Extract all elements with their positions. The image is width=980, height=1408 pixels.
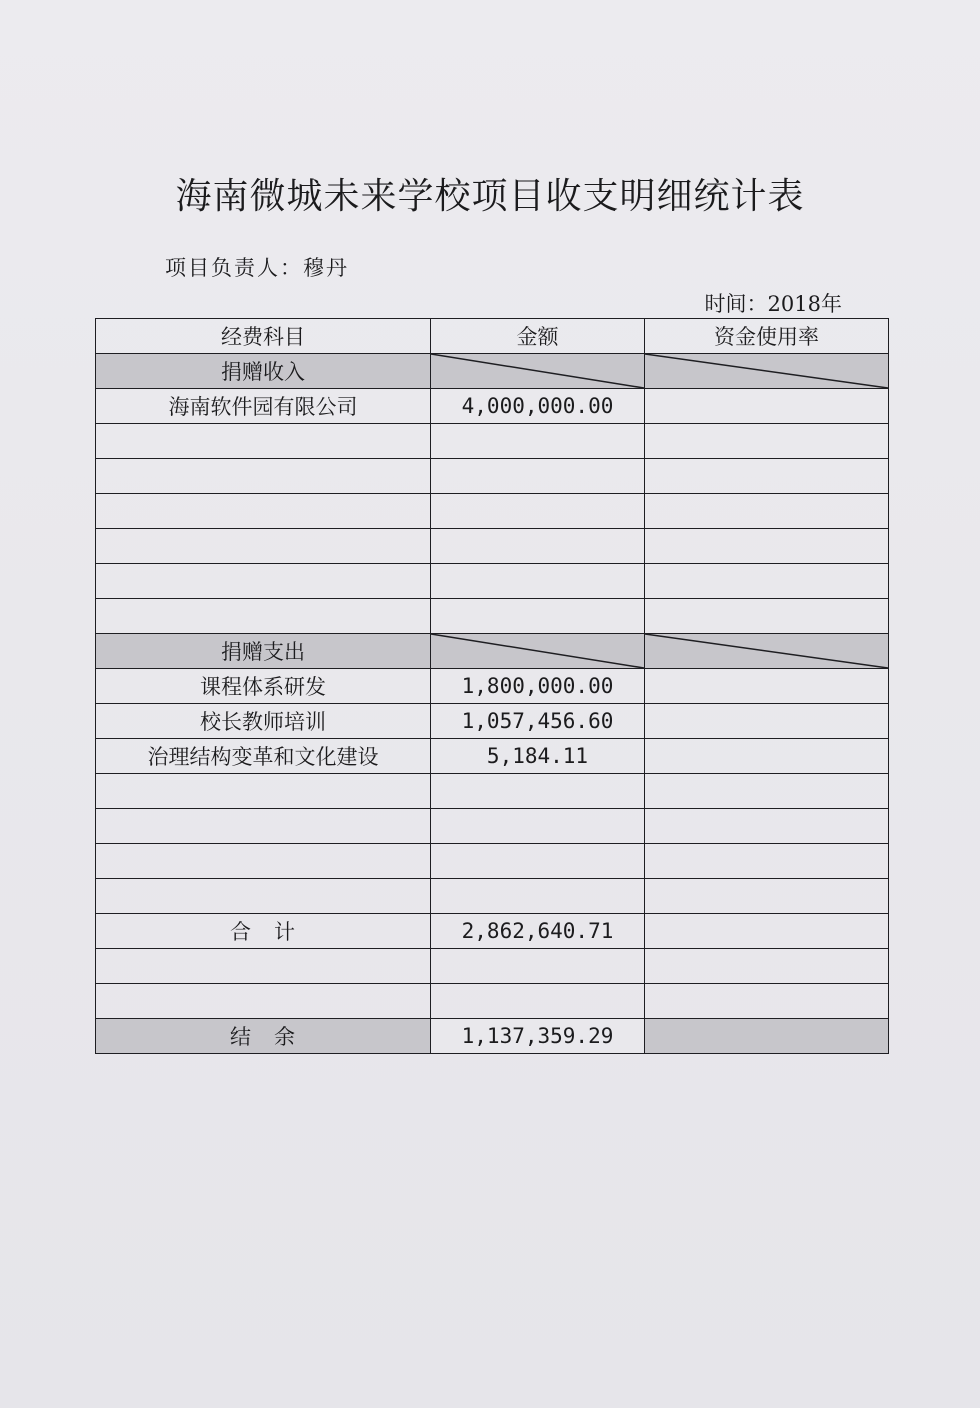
table-row <box>96 669 889 704</box>
item-cell: 校长教师培训 <box>96 704 431 739</box>
diagonal-cell <box>645 354 889 389</box>
empty-row <box>96 879 889 914</box>
table-row <box>96 389 889 424</box>
project-manager-line: 项目负责人：穆丹 <box>165 256 349 280</box>
diagonal-cell <box>645 634 889 669</box>
empty-row <box>96 774 889 809</box>
header-rate: 资金使用率 <box>645 319 889 354</box>
empty-row <box>96 949 889 984</box>
rate-cell <box>645 669 889 704</box>
item-cell: 课程体系研发 <box>96 669 431 704</box>
empty-row <box>96 809 889 844</box>
empty-row <box>96 494 889 529</box>
rate-cell <box>645 389 889 424</box>
ledger-table <box>95 318 889 1054</box>
empty-row <box>96 529 889 564</box>
balance-row <box>96 1019 889 1054</box>
empty-row <box>96 844 889 879</box>
rate-cell <box>645 914 889 949</box>
rate-cell <box>645 1019 889 1054</box>
item-cell: 海南软件园有限公司 <box>96 389 431 424</box>
balance-amount: 1,137,359.29 <box>431 1019 645 1054</box>
empty-row <box>96 599 889 634</box>
balance-label: 结 余 <box>96 1019 431 1054</box>
income-section-label: 捐赠收入 <box>96 354 431 389</box>
rate-cell <box>645 704 889 739</box>
expense-section-label: 捐赠支出 <box>96 634 431 669</box>
date-line: 时间：2018年 <box>704 292 842 316</box>
rate-cell <box>645 739 889 774</box>
total-row <box>96 914 889 949</box>
header-amount: 金额 <box>431 319 645 354</box>
table-row <box>96 739 889 774</box>
empty-row <box>96 984 889 1019</box>
expense-section-row <box>96 634 889 669</box>
amount-cell: 4,000,000.00 <box>431 389 645 424</box>
header-row <box>96 319 889 354</box>
empty-row <box>96 459 889 494</box>
diagonal-cell <box>431 354 645 389</box>
header-item: 经费科目 <box>96 319 431 354</box>
total-label: 合 计 <box>96 914 431 949</box>
table-row <box>96 704 889 739</box>
diagonal-cell <box>431 634 645 669</box>
item-cell: 治理结构变革和文化建设 <box>96 739 431 774</box>
amount-cell: 5,184.11 <box>431 739 645 774</box>
document-title: 海南微城未来学校项目收支明细统计表 <box>175 176 805 217</box>
empty-row <box>96 564 889 599</box>
amount-cell: 1,800,000.00 <box>431 669 645 704</box>
income-section-row <box>96 354 889 389</box>
empty-row <box>96 424 889 459</box>
amount-cell: 1,057,456.60 <box>431 704 645 739</box>
total-amount: 2,862,640.71 <box>431 914 645 949</box>
